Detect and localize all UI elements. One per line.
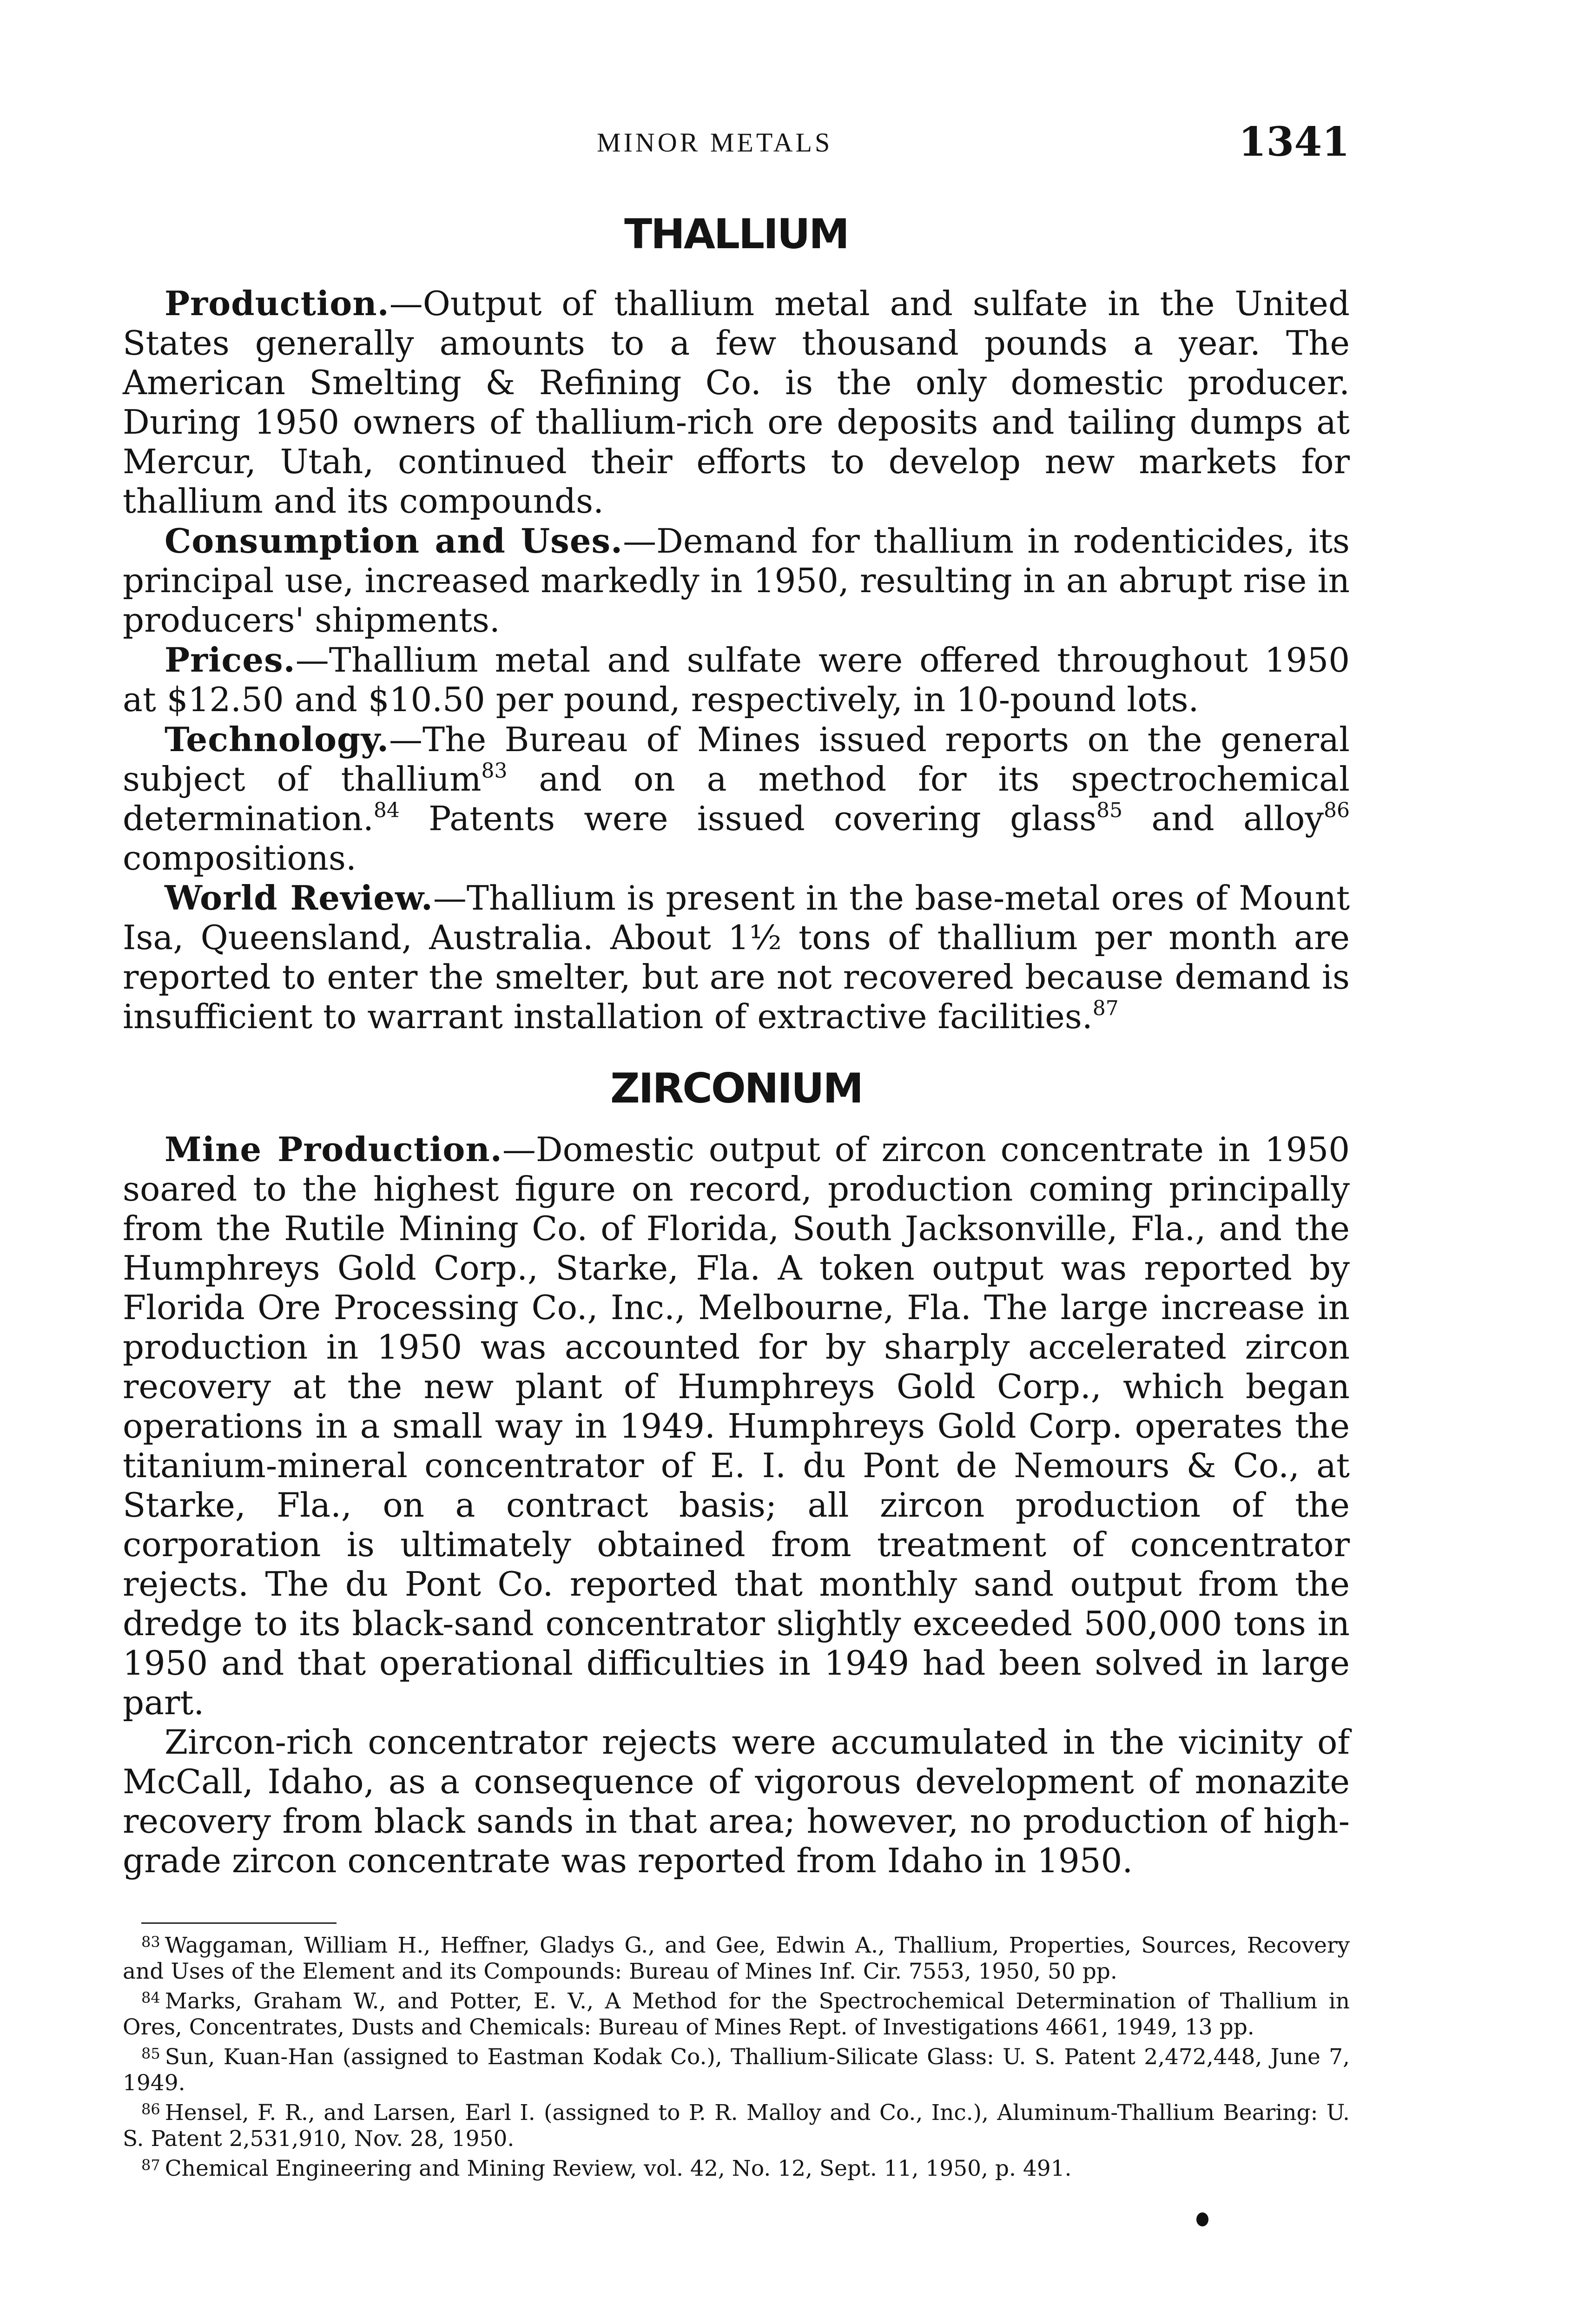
- ink-speck: [1196, 2212, 1208, 2226]
- paragraph-lead: Production.: [165, 284, 389, 323]
- paragraph-consumption: [123, 521, 1350, 640]
- paragraph-prices: [123, 640, 1350, 720]
- section-heading-zirconium: ZIRCONIUM: [610, 1064, 863, 1112]
- paragraph-production: [123, 284, 1350, 521]
- footnote-number: 86: [141, 2100, 160, 2118]
- footnote-text: Marks, Graham W., and Potter, E. V., A Method for the Spectrochemical Determination of Thallium in Ores, Concentrates, Dusts and Chemicals: Bureau of Mines Rept. of Investigations 4661, 1949, 13 pp.: [123, 1988, 1350, 2040]
- footnote-text: Sun, Kuan-Han (assigned to Eastman Kodak Co.), Thallium-Silicate Glass: U. S. Patent 2,472,448, June 7, 1949.: [123, 2044, 1350, 2096]
- paragraph-text: compositions.: [123, 838, 356, 878]
- page-number: 1341: [1238, 119, 1350, 165]
- paragraph-mine-production: [123, 1129, 1350, 1723]
- zirconium-section-body: [123, 1129, 1350, 1881]
- paragraph-lead: Technology.: [165, 720, 389, 759]
- footnote-number: 87: [141, 2156, 160, 2174]
- paragraph-text: —Domestic output of zircon concentrate in 1950 soared to the highest figure on record, production coming principally from the Rutile Mining Co. of Florida, South Jacksonville, Fla., and the Humphreys Gold Corp., Starke, Fla. A token output was reported by Florida Ore Processing Co., Inc., Melbourne, Fla. The large increase in production in 1950 was accounted for by sharply accelerated zircon recovery at the new plant of Humphreys Gold Corp., which began operations in a small way in 1949. Humphreys Gold Corp. operates the titanium-mineral concentrator of E. I. du Pont de Nemours & Co., at Starke, Fla., on a contract basis; all zircon production of the corporation is ultimately obtained from treatment of concentrator rejects. The du Pont Co. reported that monthly sand output from the dredge to its black-sand concentrator slightly exceeded 500,000 tons in 1950 and that operational difficulties in 1949 had been solved in large part.: [123, 1130, 1350, 1722]
- footnote-text: Waggaman, William H., Heffner, Gladys G., and Gee, Edwin A., Thallium, Properties, Sources, Recovery and Uses of the Element and its Compounds: Bureau of Mines Inf. Cir. 7553, 1950, 50 pp.: [123, 1933, 1350, 1984]
- running-title: MINOR METALS: [597, 127, 833, 158]
- paragraph-text: Patents were issued covering glass: [399, 799, 1097, 838]
- paragraph-text: —The Bureau of Mines issued reports on the general subject of thallium: [123, 720, 1350, 799]
- paragraph-text: —Thallium metal and sulfate were offered throughout 1950 at $12.50 and $10.50 per pound, respectively, in 10-pound lots.: [123, 640, 1350, 719]
- footnote-number: 83: [141, 1933, 160, 1951]
- paragraph-lead: Mine Production.: [165, 1129, 502, 1169]
- footnote-ref: 86: [1324, 799, 1350, 822]
- footnote-ref: 83: [481, 759, 508, 783]
- thallium-section-body: [123, 284, 1350, 1037]
- paragraph-technology: [123, 720, 1350, 878]
- footnote-number: 85: [141, 2045, 160, 2062]
- paragraph-text: and on a method for its spectrochemical determination.: [123, 759, 1350, 838]
- paragraph-world-review: [123, 878, 1350, 1037]
- paragraph-text: —Thallium is present in the base-metal ores of Mount Isa, Queensland, Australia. About 1½ tons of thallium per month are reported to enter the smelter, but are not recovered because demand is insufficient to warrant installation of extractive facilities.: [123, 878, 1350, 1036]
- footnote-number: 84: [141, 1989, 160, 2007]
- paragraph-idaho: [123, 1723, 1350, 1881]
- paragraph-lead: World Review.: [165, 878, 433, 918]
- footnote-ref: 84: [373, 799, 400, 822]
- footnote: [123, 2152, 1350, 2182]
- footnote-divider: [141, 1922, 337, 1924]
- footnote-ref: 87: [1092, 997, 1119, 1020]
- paragraph-text: —Output of thallium metal and sulfate in the United States generally amounts to a few thousand pounds a year. The American Smelting & Refining Co. is the only domestic producer. During 1950 owners of thallium-rich ore deposits and tailing dumps at Mercur, Utah, continued their efforts to develop new markets for thallium and its compounds.: [123, 284, 1350, 521]
- paragraph-text: —Demand for thallium in rodenticides, its principal use, increased markedly in 1950, resulting in an abrupt rise in producers' shipments.: [123, 522, 1350, 640]
- footnotes: [123, 1929, 1350, 2182]
- footnote-text: Hensel, F. R., and Larsen, Earl I. (assigned to P. R. Malloy and Co., Inc.), Aluminum-Thallium Bearing: U. S. Patent 2,531,910, Nov. 28, 1950.: [123, 2100, 1350, 2152]
- paragraph-text: Zircon-rich concentrator rejects were accumulated in the vicinity of McCall, Idaho, as a consequence of vigorous development of monazite recovery from black sands in that area; however, no production of high-grade zircon concentrate was reported from Idaho in 1950.: [123, 1723, 1350, 1880]
- footnote: [123, 2040, 1350, 2096]
- paragraph-text: and alloy: [1122, 799, 1324, 838]
- paragraph-lead: Prices.: [165, 640, 296, 680]
- running-head: [123, 119, 1350, 170]
- footnote-ref: 85: [1096, 799, 1123, 822]
- section-heading-thallium: THALLIUM: [624, 210, 848, 258]
- footnote: [123, 1985, 1350, 2040]
- footnote: [123, 1929, 1350, 1985]
- footnote: [123, 2096, 1350, 2152]
- paragraph-lead: Consumption and Uses.: [165, 521, 623, 561]
- footnote-text: Chemical Engineering and Mining Review, vol. 42, No. 12, Sept. 11, 1950, p. 491.: [165, 2156, 1072, 2181]
